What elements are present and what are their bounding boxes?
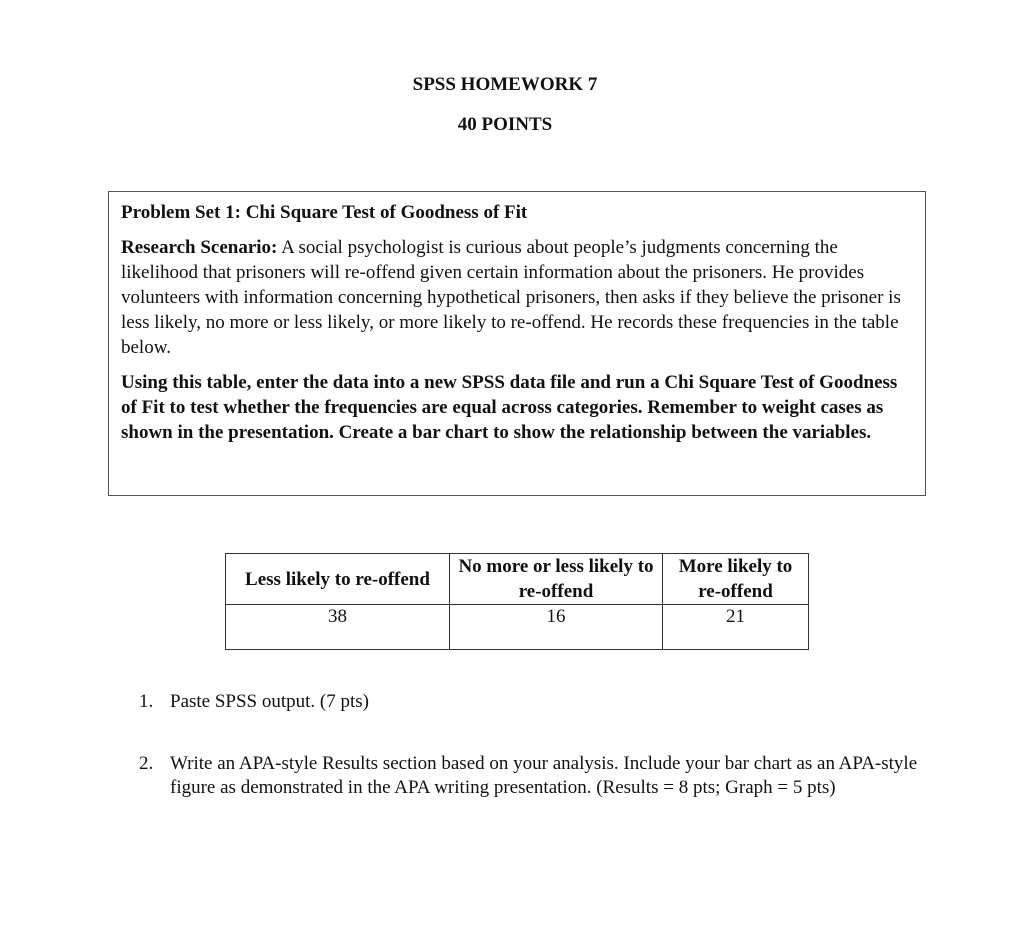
table-header-row [226,554,809,605]
question-number: 2. [139,753,154,774]
table-row [226,605,809,650]
header-more-likely: More likely to re-offend [663,554,809,605]
instructions-text: Using this table, enter the data into a new SPSS data file and run a Chi Square Test of Goodness of Fit to test whether the frequencies are equal across categories. Remember to weight cases as shown in the presentation. Create a bar chart to show the relationship between the variables. [121,372,898,443]
value-more-likely: 21 [663,605,809,650]
question-text: Write an APA-style Results section based on your analysis. Include your bar chart as an APA-style figure as demonstrated in the APA writing presentation. (Results = 8 pts; Graph = 5 pts) [170,753,918,798]
header-no-more-or-less: No more or less likely to re-offend [450,554,663,605]
problem-set-title: Problem Set 1: Chi Square Test of Goodness of Fit [121,202,528,223]
research-scenario [121,235,913,360]
problem-set-box [108,191,926,496]
frequency-table [225,553,809,650]
question-number: 1. [139,691,154,712]
value-no-more-or-less: 16 [450,605,663,650]
value-less-likely: 38 [226,605,450,650]
header-less-likely: Less likely to re-offend [226,554,450,605]
points-heading: 40 POINTS [457,114,553,135]
scenario-label: Research Scenario: [121,237,278,258]
document-title: SPSS HOMEWORK 7 [412,74,598,95]
question-text: Paste SPSS output. (7 pts) [170,691,370,712]
scenario-text: A social psychologist is curious about people’s judgments concerning the likelihood that prisoners will re-offend given certain information about the prisoners. He provides volunteers with information concerning hypothetical prisoners, then asks if they believe the prisoner is less likely, no more or less likely, or more likely to re-offend. He records these frequencies in the table below. [121,237,901,358]
